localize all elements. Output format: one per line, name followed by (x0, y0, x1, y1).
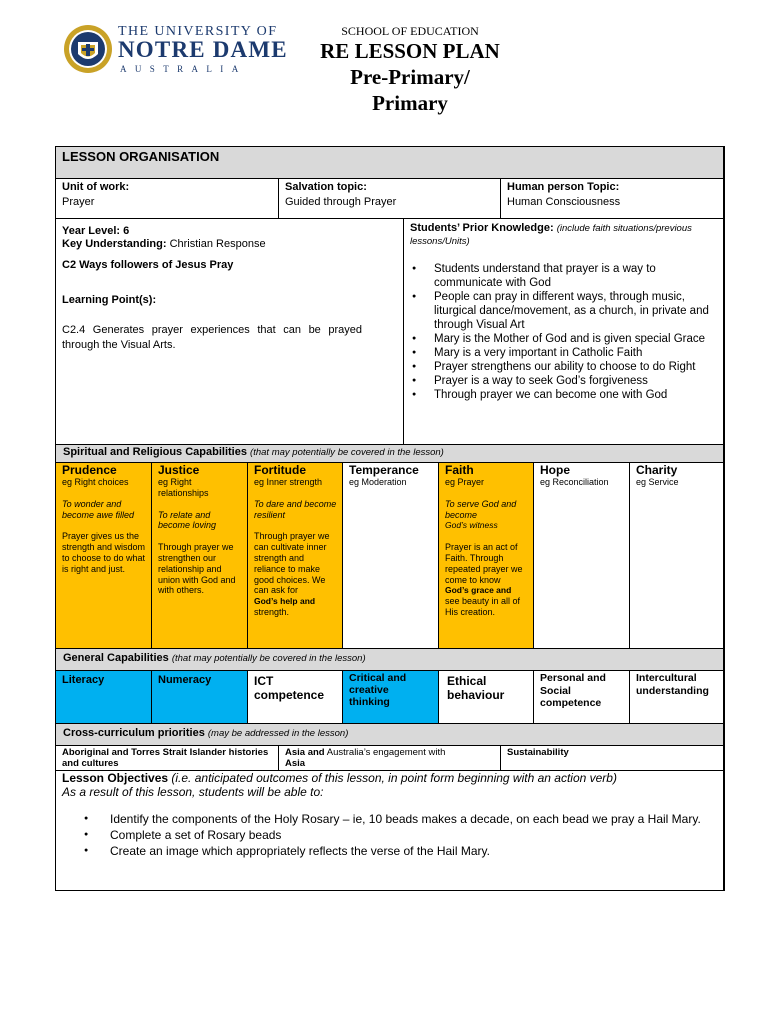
logo-line-2: NOTRE DAME (118, 37, 288, 62)
cross-priority-label-end: Asia (285, 758, 306, 769)
capability-description: Through prayer we strengthen our relationship and union with God and with others. (158, 542, 236, 596)
cross-curriculum-header (56, 724, 724, 746)
lesson-objective-item: ● Identify the components of the Holy Rosary – ie, 10 beads makes a decade, on each bead we pray a Hail Mary. (82, 812, 722, 826)
unit-of-work-cell (56, 179, 279, 219)
capability-aim: To serve God and become (445, 498, 517, 520)
capability-example: eg Moderation (349, 477, 407, 487)
salvation-topic-cell (279, 179, 501, 219)
capability-aim: To wonder and become awe filled (62, 498, 135, 520)
general-capability-label: ICT competence (254, 674, 325, 702)
school-name: SCHOOL OF EDUCATION (341, 24, 479, 38)
spiritual-capabilities-title: Spiritual and Religious Capabilities (63, 446, 247, 458)
lesson-organisation-header (56, 147, 724, 179)
capability-example: eg Inner strength (254, 477, 323, 487)
general-capability-label: Literacy (62, 674, 105, 686)
general-capability-personal-social (534, 671, 630, 724)
lesson-objectives-note: (i.e. anticipated outcomes of this lesson, in point form beginning with an action verb) (171, 771, 617, 785)
prior-knowledge-item: ● Prayer strengthens our ability to choose to do Right (410, 360, 717, 374)
prior-knowledge-item: ● Through prayer we can become one with God (410, 388, 717, 402)
capability-name: Hope (540, 463, 570, 477)
prior-knowledge-item: ● Mary is the Mother of God and is given special Grace (410, 332, 717, 346)
unit-of-work-label: Unit of work: (62, 181, 130, 193)
key-understanding-value: Christian Response (169, 238, 266, 250)
document-subtitle-1: Pre-Primary/ (350, 65, 470, 89)
general-capability-intercultural (630, 671, 724, 724)
capability-example: eg Reconciliation (540, 477, 609, 487)
capability-name: Justice (158, 463, 200, 477)
prior-knowledge-note: (include faith situations/previous lessons/Units) (410, 223, 692, 247)
capability-justice (152, 463, 248, 649)
prior-knowledge-list (410, 262, 717, 402)
cross-priority-sustainability (501, 746, 724, 771)
logo-line-1: THE UNIVERSITY OF (118, 24, 278, 39)
capability-prudence (56, 463, 152, 649)
lesson-objective-item: ● Create an image which appropriately reflects the verse of the Hail Mary. (82, 844, 722, 858)
general-capability-label: Critical and creative thinking (349, 672, 407, 708)
general-capability-numeracy (152, 671, 248, 724)
lesson-objectives-cell (56, 771, 724, 890)
capability-emphasis: God’s help and (254, 596, 316, 607)
learning-points-label: Learning Point(s): (62, 294, 157, 306)
capability-name: Fortitude (254, 463, 306, 477)
capability-aim: To dare and become resilient (254, 498, 337, 520)
capability-faith (439, 463, 534, 649)
capability-name: Faith (445, 463, 474, 477)
human-person-topic-value: Human Consciousness (507, 196, 621, 208)
human-person-topic-label: Human person Topic: (507, 181, 620, 193)
salvation-topic-value: Guided through Prayer (285, 196, 397, 208)
cross-priority-label-continued: Australia’s engagement with (326, 747, 446, 758)
spiritual-capabilities-note: (that may potentially be covered in the lesson) (250, 447, 444, 458)
general-capability-label: Intercultural understanding (636, 672, 709, 697)
cross-curriculum-note: (may be addressed in the lesson) (207, 728, 349, 739)
cross-priority-label: Sustainability (507, 747, 569, 758)
c2-heading: C2 Ways followers of Jesus Pray (62, 259, 234, 271)
capability-example: eg Prayer (445, 477, 485, 487)
cross-priority-aboriginal (56, 746, 279, 771)
general-capability-label: Personal and Social competence (540, 672, 606, 709)
lesson-details-cell (56, 219, 404, 445)
university-logo (63, 24, 288, 80)
lesson-organisation-title: LESSON ORGANISATION (62, 149, 220, 164)
capability-description: Prayer gives us the strength and wisdom to choose to do what is right and just. (62, 531, 146, 574)
spiritual-capabilities-header (56, 445, 724, 463)
learning-point-c24: C2.4 Generates prayer experiences that can be prayed through the Visual Arts. (62, 324, 362, 351)
year-level: Year Level: 6 (62, 225, 130, 237)
capability-description-end: see beauty in all of His creation. (445, 596, 521, 617)
general-capability-ethical (439, 671, 534, 724)
cross-curriculum-title: Cross-curriculum priorities (63, 727, 205, 739)
capability-description: Through prayer we can cultivate inner strength and reliance to make good choices. We can ask for (254, 531, 330, 596)
capability-name: Charity (636, 463, 678, 477)
cross-priority-asia (279, 746, 501, 771)
prior-knowledge-item: ● Prayer is a way to seek God’s forgiveness (410, 374, 717, 388)
prior-knowledge-cell (404, 219, 724, 445)
capability-aim: To relate and become loving (158, 509, 217, 531)
capability-description-end: strength. (254, 606, 290, 617)
capability-example: eg Service (636, 477, 679, 487)
lesson-objectives-intro: As a result of this lesson, students will be able to: (62, 785, 324, 799)
salvation-topic-label: Salvation topic: (285, 181, 367, 193)
capability-name: Prudence (62, 463, 117, 477)
cross-priority-label: Asia and (285, 747, 325, 758)
lesson-objectives-title: Lesson Objectives (62, 771, 169, 785)
capability-fortitude (248, 463, 343, 649)
prior-knowledge-label: Students’ Prior Knowledge: (410, 222, 554, 234)
general-capabilities-title: General Capabilities (63, 652, 169, 664)
lesson-plan-table (55, 146, 725, 891)
general-capability-ict (248, 671, 343, 724)
key-understanding-label: Key Understanding: (62, 238, 167, 250)
general-capabilities-header (56, 649, 724, 671)
lesson-objective-item: ● Complete a set of Rosary beads (82, 828, 722, 842)
capability-hope (534, 463, 630, 649)
general-capability-label: Numeracy (158, 674, 212, 686)
capability-example: eg Right choices (62, 477, 129, 487)
capability-name: Temperance (349, 463, 419, 477)
unit-of-work-value: Prayer (62, 196, 95, 208)
document-subtitle-2: Primary (372, 91, 448, 115)
capability-emphasis: God’s grace and (445, 585, 512, 596)
cross-priority-label: Aboriginal and Torres Strait Islander histories and cultures (62, 747, 269, 769)
capability-charity (630, 463, 724, 649)
capability-temperance (343, 463, 439, 649)
prior-knowledge-item: ● People can pray in different ways, through music, liturgical dance/movement, as a church, in private and through Visual Art (410, 290, 717, 332)
capability-aim-end: God’s witness (445, 520, 498, 531)
prior-knowledge-item: ● Mary is a very important in Catholic Faith (410, 346, 717, 360)
capability-description: Prayer is an act of Faith. Through repeated prayer we come to know (445, 542, 523, 585)
capability-example: eg Right relationships (158, 477, 209, 498)
general-capabilities-note: (that may potentially be covered in the lesson) (171, 653, 366, 664)
prior-knowledge-item: ● Students understand that prayer is a way to communicate with God (410, 262, 717, 290)
human-person-topic-cell (501, 179, 724, 219)
document-title: RE LESSON PLAN (320, 39, 500, 63)
logo-line-3: AUSTRALIA (120, 64, 247, 74)
general-capability-label: Ethical behaviour (447, 674, 505, 702)
general-capability-literacy (56, 671, 152, 724)
lesson-objectives-list (62, 812, 722, 858)
general-capability-critical-thinking (343, 671, 439, 724)
university-seal-icon (63, 24, 113, 74)
